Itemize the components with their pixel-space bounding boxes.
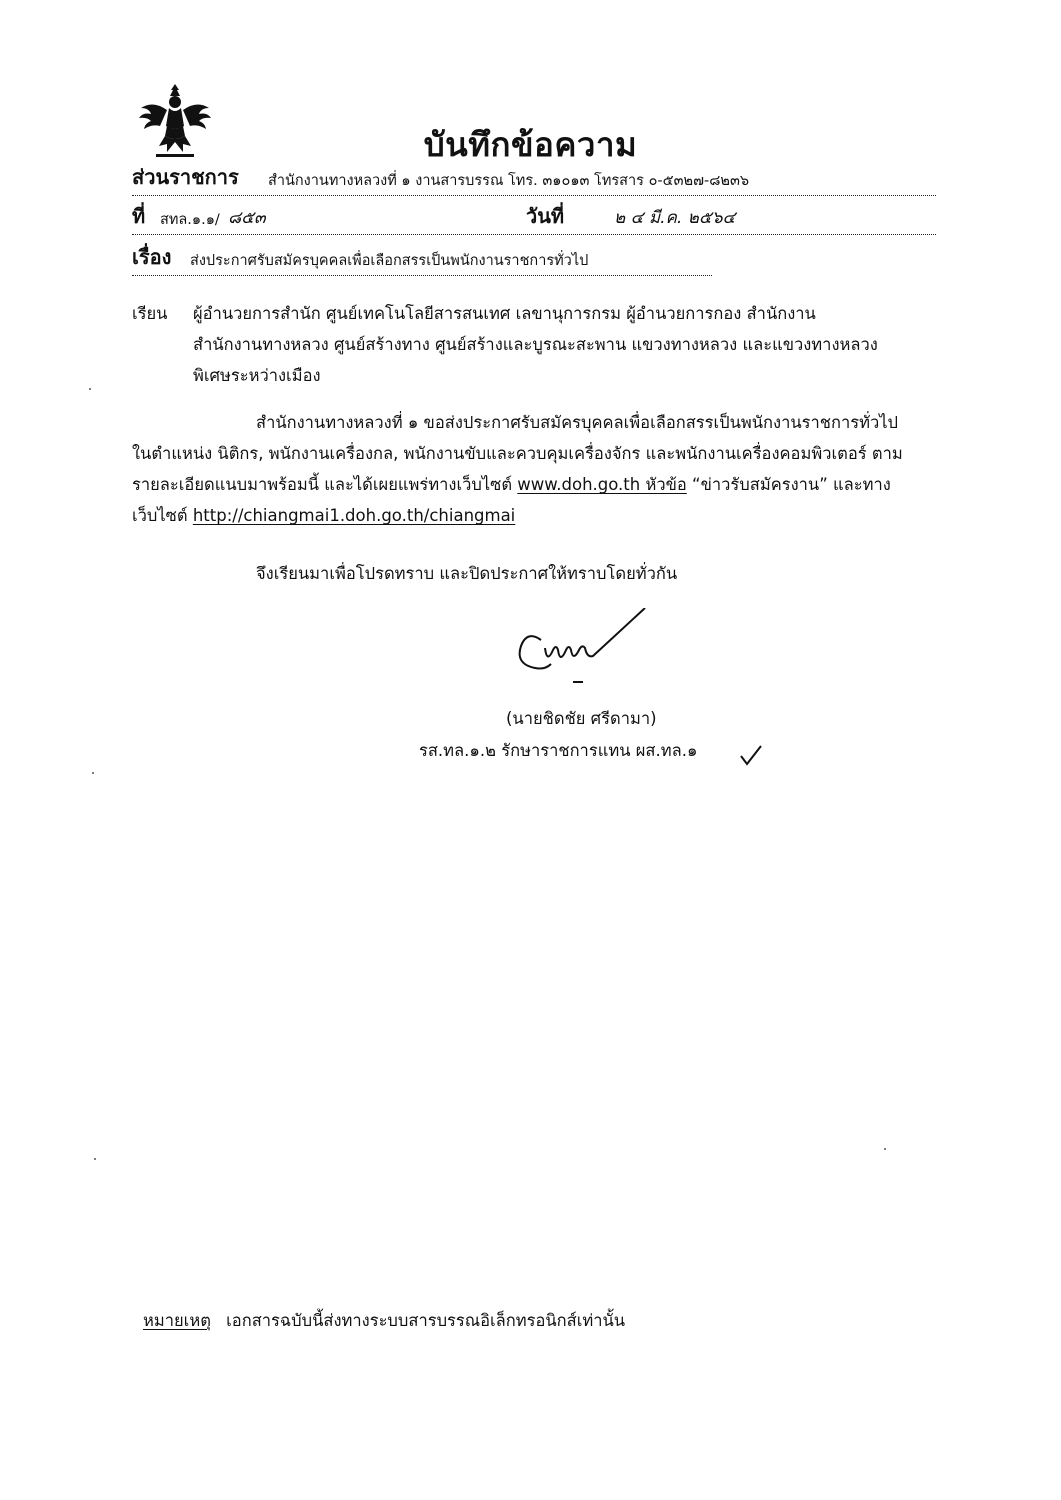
date-label: วันที่ — [526, 204, 565, 228]
subject-value: ส่งประกาศรับสมัครบุคคลเพื่อเลือกสรรเป็นพนักงานราชการทั่วไป — [190, 253, 589, 269]
document-title: บันทึกข้อความ — [423, 125, 638, 164]
salutation-line-2: สำนักงานทางหลวง ศูนย์สร้างทาง ศูนย์สร้างและบูรณะสะพาน แขวงทางหลวง และแขวงทางหลวง — [193, 335, 878, 354]
reference-label: ที่ — [132, 204, 146, 228]
signer-name: (นายชิดชัย ศรีดามา) — [506, 709, 657, 728]
footer-note — [143, 1308, 625, 1334]
salutation-line-3: พิเศษระหว่างเมือง — [193, 366, 321, 385]
chiangmai-website-link[interactable]: http://chiangmai1.doh.go.th/chiangmai — [192, 506, 516, 525]
body-line-1: สำนักงานทางหลวงที่ ๑ ขอส่งประกาศรับสมัครบุคคลเพื่อเลือกสรรเป็นพนักงานราชการทั่วไป — [256, 413, 899, 432]
note-text: เอกสารฉบับนี้ส่งทางระบบสารบรรณอิเล็กทรอนิกส์เท่านั้น — [226, 1311, 626, 1330]
agency-row — [132, 165, 936, 196]
body-line-3-text: รายละเอียดแนบมาพร้อมนี้ และได้เผยแพร่ทางเว็บไซต์ — [132, 475, 518, 494]
doh-website-link[interactable]: www.doh.go.th หัวข้อ — [517, 475, 687, 494]
handwritten-signature — [505, 608, 685, 688]
body-line-3-text-end: “ข่าวรับสมัครงาน” และทาง — [686, 475, 891, 494]
subject-label: เรื่อง — [132, 245, 172, 269]
reference-value: สทล.๑.๑/ — [160, 212, 220, 228]
body-line-4 — [132, 500, 515, 531]
salutation-line-1: ผู้อำนวยการสำนัก ศูนย์เทคโนโลยีสารสนเทศ เลขานุการกรม ผู้อำนวยการกอง สำนักงาน — [193, 304, 816, 323]
agency-value: สำนักงานทางหลวงที่ ๑ งานสารบรรณ โทร. ๓๑๐๑๓ โทรสาร ๐-๕๓๒๗-๘๒๓๖ — [268, 173, 750, 189]
body-line-3 — [132, 469, 891, 500]
date-value: ๒ ๔ มี.ค. ๒๕๖๔ — [614, 208, 736, 228]
subject-row — [132, 245, 712, 276]
scan-speck — [89, 388, 91, 390]
reference-row — [132, 204, 936, 235]
scan-speck — [884, 1148, 886, 1150]
agency-label: ส่วนราชการ — [132, 165, 239, 189]
body-line-2: ในตำแหน่ง นิติกร, พนักงานเครื่องกล, พนักงานขับและควบคุมเครื่องจักร และพนักงานเครื่องคอมพิวเตอร์ ตาม — [132, 444, 903, 463]
reference-number: ๘๕๓ — [228, 208, 266, 228]
scan-speck — [92, 772, 94, 774]
salutation-label: เรียน — [132, 304, 168, 323]
scan-speck — [94, 1158, 96, 1160]
signer-position: รส.ทล.๑.๒ รักษาราชการแทน ผส.ทล.๑ — [419, 741, 698, 760]
closing-line: จึงเรียนมาเพื่อโปรดทราบ และปิดประกาศให้ทราบโดยทั่วกัน — [256, 564, 678, 583]
note-label: หมายเหตุ — [143, 1311, 211, 1330]
body-line-4-text: เว็บไซต์ — [132, 506, 193, 525]
check-mark-icon — [738, 744, 764, 766]
